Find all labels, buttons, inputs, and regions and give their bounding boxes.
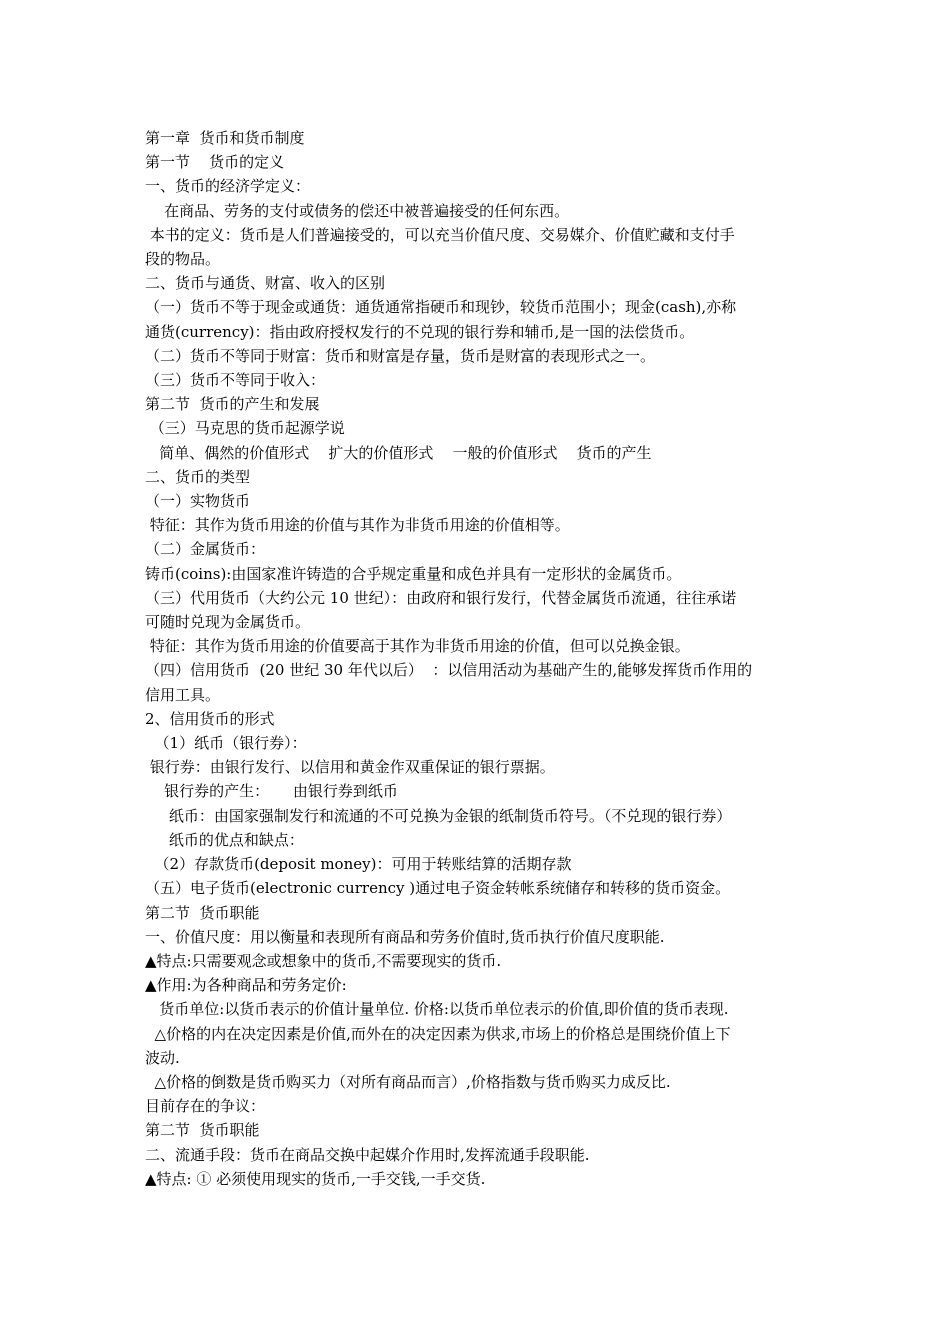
subheading: 二、货币的类型 [145,467,251,486]
bullet-line: ▲作用:为各种商品和劳务定价: [145,976,347,995]
paragraph-line: （五）电子货币(electronic currency )通过电子资金转帐系统储存和转移的货币资金。 [145,879,731,898]
paragraph-line: 纸币：由国家强制发行和流通的不可兑换为金银的纸制货币符号。（不兑现的银行券） [145,806,732,825]
paragraph-line: 简单、偶然的价值形式 扩大的价值形式 一般的价值形式 货币的产生 [145,443,652,462]
section-heading: 第二节 货币职能 [145,1121,260,1140]
paragraph-line: 特征：其作为货币用途的价值要高于其作为非货币用途的价值，但可以兑换金银。 [145,637,690,656]
paragraph-line: （三）货币不等同于收入： [145,371,326,390]
paragraph-line: 本书的定义：货币是人们普遍接受的，可以充当价值尺度、交易媒介、价值贮藏和支付手 [145,225,735,244]
paragraph-line: 在商品、劳务的支付或债务的偿还中被普遍接受的任何东西。 [145,201,570,220]
section-heading: 第一节 货币的定义 [145,153,285,172]
paragraph-line: （2）存款货币(deposit money)：可用于转账结算的活期存款 [145,855,572,874]
paragraph-line: （三）代用货币（大约公元 10 世纪）：由政府和银行发行，代替金属货币流通，往往承诺 [145,588,737,607]
paragraph-line: （一）货币不等于现金或通货：通货通常指硬币和现钞，较货币范围小；现金(cash),亦称 [145,298,737,317]
paragraph-line: 纸币的优点和缺点： [145,830,304,849]
subheading: 二、货币与通货、财富、收入的区别 [145,274,386,293]
section-heading: 第二节 货币职能 [145,903,260,922]
paragraph-line: 可随时兑现为金属货币。 [145,613,311,632]
paragraph-line: 二、流通手段：货币在商品交换中起媒介作用时,发挥流通手段职能. [145,1145,590,1164]
paragraph-line: （一）实物货币 [145,492,251,511]
paragraph-line: 一、价值尺度：用以衡量和表现所有商品和劳务价值时,货币执行价值尺度职能. [145,927,665,946]
paragraph-line: 段的物品。 [145,250,221,269]
subheading: 一、货币的经济学定义： [145,177,311,196]
paragraph-line: △价格的内在决定因素是价值,而外在的决定因素为供求,市场上的价格总是围绕价值上下 [145,1024,731,1043]
paragraph-line: 目前存在的争议： [145,1097,266,1116]
paragraph-line: 银行券：由银行发行、以信用和黄金作双重保证的银行票据。 [145,758,555,777]
paragraph-line: 波动. [145,1048,180,1067]
bullet-line: ▲特点: ① 必须使用现实的货币,一手交钱,一手交货. [145,1169,486,1188]
paragraph-line: 通货(currency)：指由政府授权发行的不兑现的银行券和辅币,是一国的法偿货币。 [145,322,695,341]
paragraph-line: （1）纸币（银行券）： [145,734,307,753]
paragraph-line: 货币单位:以货币表示的价值计量单位. 价格:以货币单位表示的价值,即价值的货币表现. [145,1000,729,1019]
section-heading: 第二节 货币的产生和发展 [145,395,320,414]
paragraph-line: （二）金属货币： [145,540,266,559]
paragraph-line: 银行券的产生： 由银行券到纸币 [145,782,398,801]
document-body [145,126,810,1191]
chapter-title: 第一章 货币和货币制度 [145,129,305,147]
paragraph-line: （二）货币不等同于财富：货币和财富是存量，货币是财富的表现形式之一。 [145,346,656,365]
bullet-line: ▲特点:只需要观念或想象中的货币,不需要现实的货币. [145,951,502,970]
paragraph-line: （四）信用货币 (20 世纪 30 年代以后） ：以信用活动为基础产生的,能够发挥货币作用的 [145,661,753,680]
subheading: 2、信用货币的形式 [145,709,275,728]
paragraph-line: 铸币(coins):由国家准许铸造的合乎规定重量和成色并具有一定形状的金属货币。 [145,564,682,583]
paragraph-line: 特征：其作为货币用途的价值与其作为非货币用途的价值相等。 [145,516,570,535]
paragraph-line: △价格的倒数是货币购买力（对所有商品而言）,价格指数与货币购买力成反比. [145,1072,671,1091]
paragraph-line: 信用工具。 [145,685,221,704]
paragraph-line: （三）马克思的货币起源学说 [145,419,345,438]
